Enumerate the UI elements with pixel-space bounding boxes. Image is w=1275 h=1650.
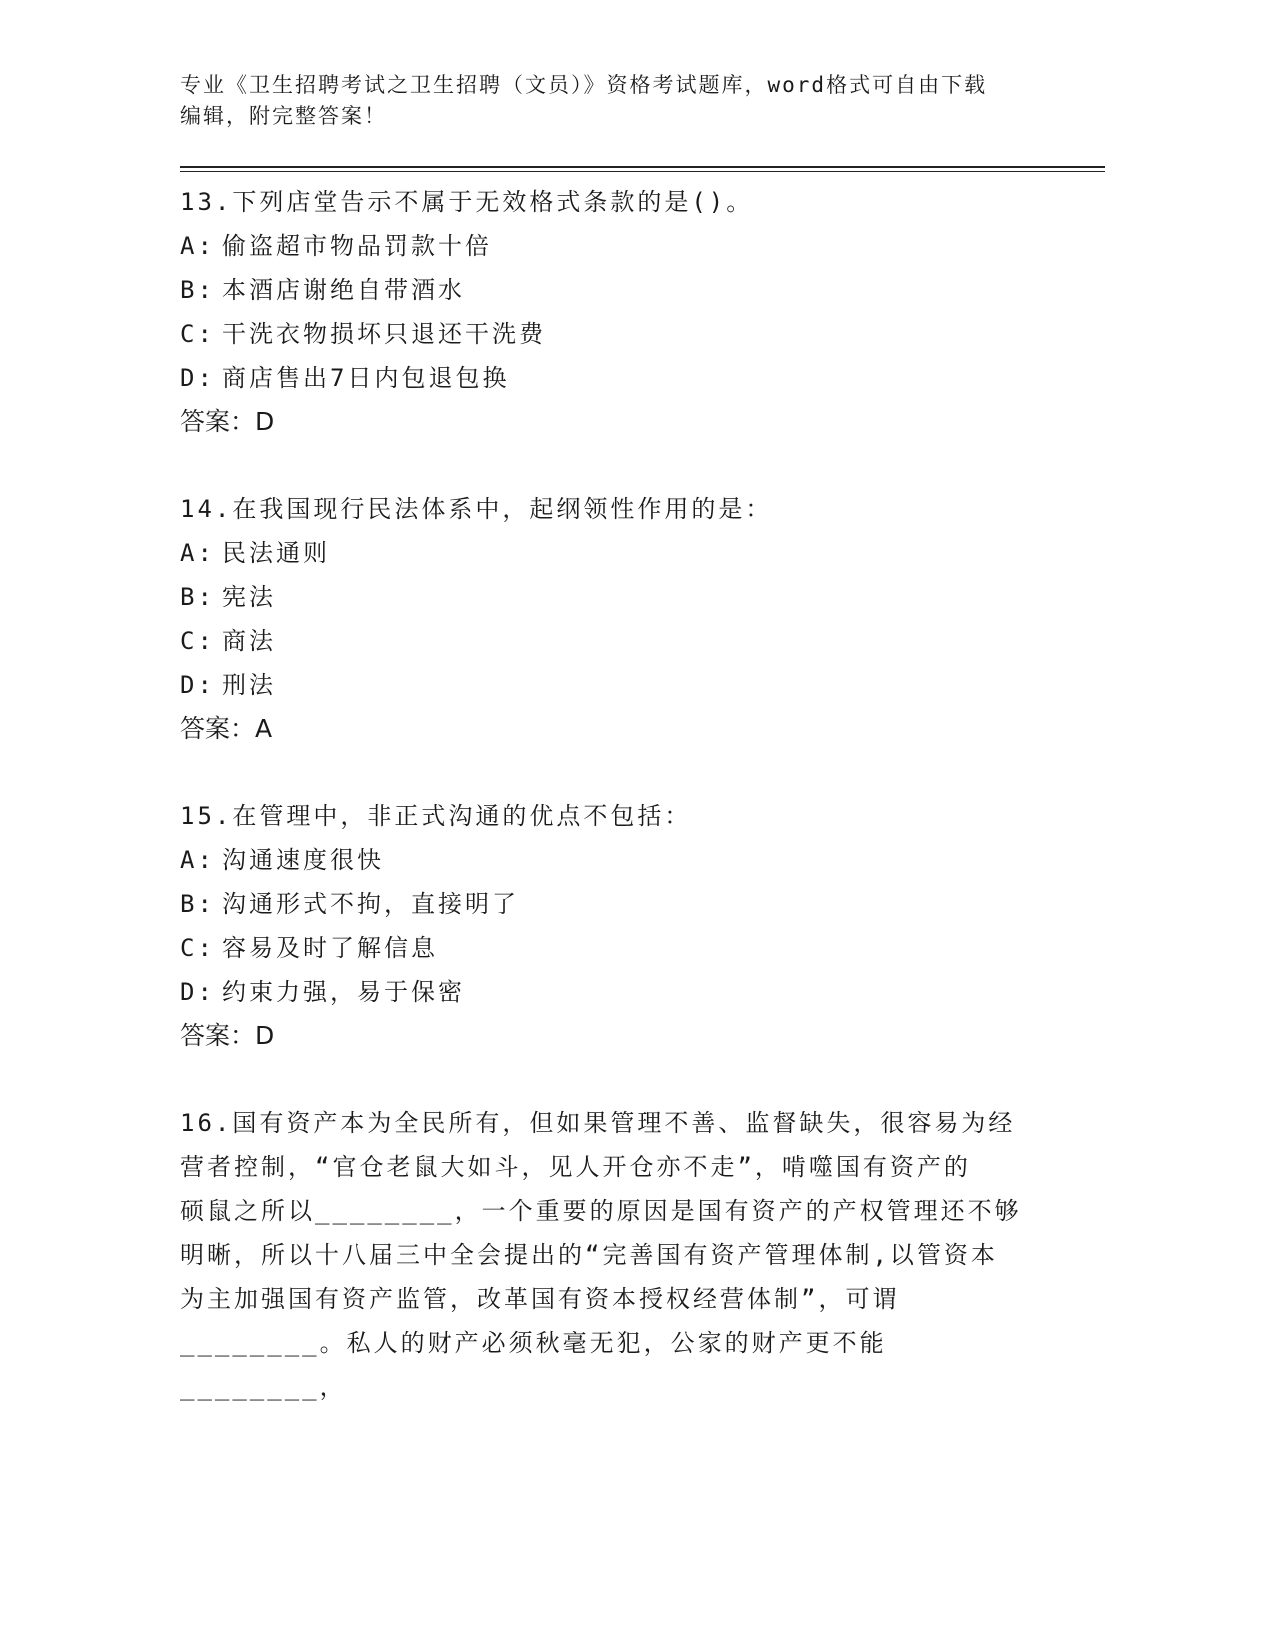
option-text: 民法通则 xyxy=(222,539,330,567)
option-key: B: xyxy=(180,890,215,918)
option-text: 宪法 xyxy=(222,583,276,611)
option-key: C: xyxy=(180,934,215,962)
answer-line: 答案：D xyxy=(180,407,275,436)
option-key: A: xyxy=(180,232,215,260)
option-key: D: xyxy=(180,364,215,392)
option-a xyxy=(180,531,1105,575)
option-d xyxy=(180,970,1105,1014)
option-text: 偷盗超市物品罚款十倍 xyxy=(222,232,492,260)
option-c xyxy=(180,312,1105,356)
option-text: 容易及时了解信息 xyxy=(222,934,438,962)
document-header-line-2: 编辑，附完整答案！ xyxy=(180,104,387,128)
option-text: 商店售出7日内包退包换 xyxy=(222,364,510,392)
option-b xyxy=(180,268,1105,312)
question-16 xyxy=(180,1101,1105,1409)
question-16-line-1: 16.国有资产本为全民所有，但如果管理不善、监督缺失，很容易为经 xyxy=(180,1109,1016,1137)
option-text: 约束力强，易于保密 xyxy=(222,978,465,1006)
question-14 xyxy=(180,487,1105,751)
option-c xyxy=(180,926,1105,970)
option-key: D: xyxy=(180,978,215,1006)
option-d xyxy=(180,663,1105,707)
spacer xyxy=(180,751,1105,794)
question-16-line-3: 硕鼠之所以________，一个重要的原因是国有资产的产权管理还不够 xyxy=(180,1197,1022,1225)
option-key: B: xyxy=(180,583,215,611)
question-16-line-2: 营者控制，“官仓老鼠大如斗，见人开仓亦不走”，啃噬国有资产的 xyxy=(180,1153,971,1181)
option-b xyxy=(180,882,1105,926)
question-15 xyxy=(180,794,1105,1058)
option-key: C: xyxy=(180,320,215,348)
question-stem: 15.在管理中，非正式沟通的优点不包括： xyxy=(180,802,692,830)
option-a xyxy=(180,838,1105,882)
option-key: A: xyxy=(180,539,215,567)
question-16-line-5: 为主加强国有资产监管，改革国有资本授权经营体制”，可谓 xyxy=(180,1285,900,1313)
option-text: 商法 xyxy=(222,627,276,655)
option-a xyxy=(180,224,1105,268)
question-13 xyxy=(180,180,1105,444)
option-key: D: xyxy=(180,671,215,699)
option-key: A: xyxy=(180,846,215,874)
option-text: 刑法 xyxy=(222,671,276,699)
spacer xyxy=(180,1058,1105,1101)
question-stem: 13.下列店堂告示不属于无效格式条款的是()。 xyxy=(180,188,754,216)
question-16-line-6: ________。私人的财产必须秋毫无犯，公家的财产更不能________， xyxy=(180,1329,887,1401)
option-text: 沟通速度很快 xyxy=(222,846,384,874)
option-key: B: xyxy=(180,276,215,304)
document-page xyxy=(180,70,1105,1409)
option-text: 干洗衣物损坏只退还干洗费 xyxy=(222,320,546,348)
option-d xyxy=(180,356,1105,400)
option-c xyxy=(180,619,1105,663)
option-b xyxy=(180,575,1105,619)
document-header-line-1: 专业《卫生招聘考试之卫生招聘（文员）》资格考试题库，word格式可自由下载 xyxy=(180,73,988,97)
option-text: 沟通形式不拘，直接明了 xyxy=(222,890,519,918)
answer-line: 答案：A xyxy=(180,714,273,743)
question-16-line-4: 明晰，所以十八届三中全会提出的“完善国有资产管理体制,以管资本 xyxy=(180,1241,998,1269)
question-stem: 14.在我国现行民法体系中，起纲领性作用的是： xyxy=(180,495,773,523)
spacer xyxy=(180,444,1105,487)
header-divider xyxy=(180,166,1105,172)
answer-line: 答案：D xyxy=(180,1021,275,1050)
option-text: 本酒店谢绝自带酒水 xyxy=(222,276,465,304)
option-key: C: xyxy=(180,627,215,655)
